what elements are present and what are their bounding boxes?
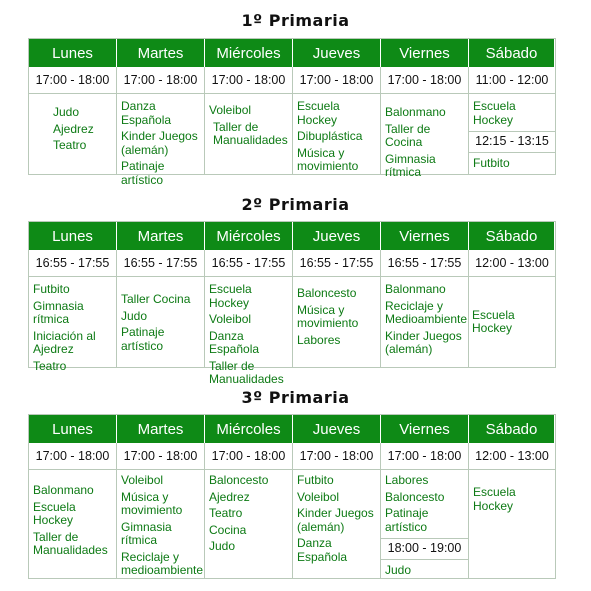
extra-time-cell: 12:15 - 13:15 bbox=[469, 131, 555, 153]
day-header-jueves: Jueves bbox=[293, 39, 381, 67]
day-header-viernes: Viernes bbox=[381, 222, 469, 250]
activities-cell bbox=[293, 470, 381, 578]
activity-item: Labores bbox=[385, 473, 429, 487]
activities-cell bbox=[205, 277, 293, 386]
activities-cell bbox=[381, 470, 469, 578]
day-header-martes: Martes bbox=[117, 415, 205, 443]
section-2-title: 2º Primaria bbox=[241, 195, 350, 214]
activity-item: Reciclaje y Medioambiente bbox=[385, 298, 468, 326]
activity-item: Baloncesto bbox=[209, 473, 269, 487]
activity-item: Baloncesto bbox=[385, 489, 445, 504]
activity-item: Kinder Juegos (alemán) bbox=[297, 506, 374, 534]
day-header-lunes: Lunes bbox=[29, 222, 117, 250]
activity-item: Teatro bbox=[209, 506, 243, 520]
activity-item: Patinaje artístico bbox=[385, 506, 429, 534]
day-header-miercoles: Miércoles bbox=[205, 39, 293, 67]
day-header-jueves: Jueves bbox=[293, 415, 381, 443]
activities-cell bbox=[293, 277, 381, 367]
time-cell: 17:00 - 18:00 bbox=[29, 67, 117, 94]
activities-cell bbox=[469, 277, 555, 367]
activity-item: Patinaje artístico bbox=[121, 325, 165, 353]
time-cell: 16:55 - 17:55 bbox=[29, 250, 117, 277]
day-header-lunes: Lunes bbox=[29, 415, 117, 443]
activity-item: Futbito bbox=[33, 282, 70, 296]
activity-item: Labores bbox=[297, 332, 341, 347]
time-cell: 12:00 - 13:00 bbox=[469, 443, 555, 470]
schedule-table-1 bbox=[28, 38, 556, 187]
activity-item: Teatro bbox=[33, 358, 67, 373]
activity-item: Escuela Hockey bbox=[473, 99, 516, 127]
activity-item: Ajedrez bbox=[209, 489, 250, 504]
activity-item: Iniciación al Ajedrez bbox=[33, 328, 96, 356]
activity-item: Patinaje artístico bbox=[121, 159, 165, 187]
time-cell: 17:00 - 18:00 bbox=[205, 67, 293, 94]
activity-item: Taller de Manualidades bbox=[213, 119, 288, 147]
activity-item: Voleibol bbox=[297, 489, 340, 504]
activities-cell bbox=[381, 277, 469, 367]
activity-item: Voleibol bbox=[121, 473, 164, 487]
activities-cell bbox=[469, 470, 555, 578]
activity-item: Judo bbox=[209, 539, 236, 553]
activity-item: Música y movimiento bbox=[121, 489, 183, 517]
activities-cell bbox=[205, 470, 293, 578]
activity-item: Gimnasia rítmica bbox=[121, 519, 172, 547]
activity-item: Judo bbox=[121, 308, 148, 323]
activities-cell bbox=[117, 277, 205, 367]
activities-cell bbox=[469, 94, 555, 174]
activity-item: Balonmano bbox=[33, 483, 94, 497]
day-header-sabado: Sábado bbox=[469, 39, 555, 67]
day-header-martes: Martes bbox=[117, 39, 205, 67]
section-3-title: 3º Primaria bbox=[241, 388, 350, 407]
day-header-martes: Martes bbox=[117, 222, 205, 250]
day-header-jueves: Jueves bbox=[293, 222, 381, 250]
time-cell: 16:55 - 17:55 bbox=[293, 250, 381, 277]
activity-item: Gimnasia rítmica bbox=[385, 151, 436, 179]
activities-cell bbox=[293, 94, 381, 174]
time-cell: 17:00 - 18:00 bbox=[205, 443, 293, 470]
day-header-miercoles: Miércoles bbox=[205, 415, 293, 443]
time-cell: 11:00 - 12:00 bbox=[469, 67, 555, 94]
activities-cell bbox=[29, 94, 117, 174]
activity-item: Voleibol bbox=[209, 103, 252, 117]
activity-item: Balonmano bbox=[385, 282, 446, 296]
activity-item: Escuela Hockey bbox=[33, 499, 76, 527]
activity-item: Danza Española bbox=[121, 99, 172, 127]
activity-item: Escuela Hockey bbox=[209, 282, 252, 310]
activity-item: Cocina bbox=[209, 522, 247, 537]
schedule-table-3 bbox=[28, 414, 556, 579]
activities-cell bbox=[29, 470, 117, 578]
extra-time-cell: 18:00 - 19:00 bbox=[381, 538, 468, 560]
time-cell: 12:00 - 13:00 bbox=[469, 250, 555, 277]
time-cell: 16:55 - 17:55 bbox=[205, 250, 293, 277]
activity-item: Kinder Juegos (alemán) bbox=[121, 129, 198, 157]
activity-item: Judo bbox=[53, 105, 80, 119]
time-cell: 17:00 - 18:00 bbox=[381, 67, 469, 94]
time-cell: 17:00 - 18:00 bbox=[29, 443, 117, 470]
day-header-sabado: Sábado bbox=[469, 415, 555, 443]
time-cell: 17:00 - 18:00 bbox=[381, 443, 469, 470]
activity-item: Voleibol bbox=[209, 312, 252, 326]
activity-item: Taller de Cocina bbox=[385, 121, 431, 149]
activity-item: Dibuplástica bbox=[297, 129, 363, 143]
activity-item: Taller de Manualidades bbox=[209, 358, 284, 386]
activity-item: Reciclaje y medioambiente bbox=[121, 549, 204, 577]
activity-item: Baloncesto bbox=[297, 286, 357, 300]
time-cell: 17:00 - 18:00 bbox=[117, 443, 205, 470]
time-cell: 17:00 - 18:00 bbox=[117, 67, 205, 94]
day-header-sabado: Sábado bbox=[469, 222, 555, 250]
activity-item: Música y movimiento bbox=[297, 145, 359, 173]
day-header-viernes: Viernes bbox=[381, 39, 469, 67]
activity-item: Judo bbox=[385, 563, 412, 577]
time-cell: 16:55 - 17:55 bbox=[117, 250, 205, 277]
time-cell: 17:00 - 18:00 bbox=[293, 67, 381, 94]
schedule-table-2 bbox=[28, 221, 556, 386]
activity-item: Danza Española bbox=[209, 328, 260, 356]
activities-cell bbox=[117, 470, 205, 578]
activity-item: Escuela Hockey bbox=[472, 307, 515, 335]
activities-cell bbox=[29, 277, 117, 373]
activity-item: Kinder Juegos (alemán) bbox=[385, 328, 462, 356]
activity-item: Ajedrez bbox=[53, 121, 94, 136]
activity-item: Música y movimiento bbox=[297, 302, 359, 330]
activity-item: Teatro bbox=[53, 138, 87, 152]
activities-cell bbox=[117, 94, 205, 187]
activity-item: Taller Cocina bbox=[121, 292, 191, 306]
time-cell: 17:00 - 18:00 bbox=[293, 443, 381, 470]
activity-item: Futbito bbox=[297, 473, 334, 487]
activity-item: Taller de Manualidades bbox=[33, 529, 108, 557]
day-header-viernes: Viernes bbox=[381, 415, 469, 443]
section-1-title: 1º Primaria bbox=[241, 11, 350, 30]
activity-item: Balonmano bbox=[385, 105, 446, 119]
activities-cell bbox=[205, 94, 293, 174]
activity-item: Danza Española bbox=[297, 536, 348, 564]
activity-item: Futbito bbox=[473, 156, 510, 170]
day-header-miercoles: Miércoles bbox=[205, 222, 293, 250]
activity-item: Escuela Hockey bbox=[473, 485, 516, 513]
activities-cell bbox=[381, 94, 469, 179]
time-cell: 16:55 - 17:55 bbox=[381, 250, 469, 277]
activity-item: Gimnasia rítmica bbox=[33, 298, 84, 326]
day-header-lunes: Lunes bbox=[29, 39, 117, 67]
activity-item: Escuela Hockey bbox=[297, 99, 340, 127]
